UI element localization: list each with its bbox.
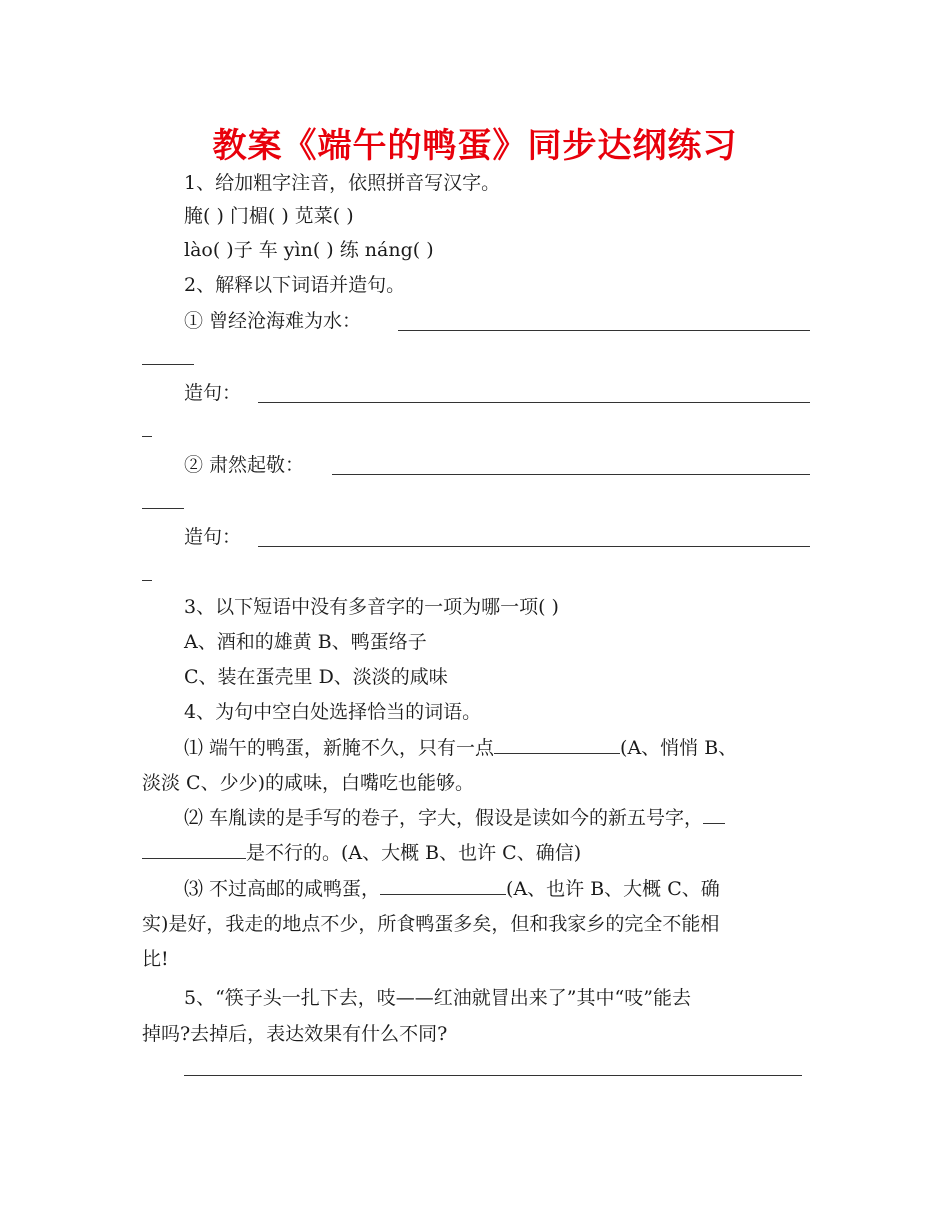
q4-s1-text-c: 淡淡 C、少少)的咸味，白嘴吃也能够。: [142, 772, 474, 794]
q4-s2-blank-end[interactable]: [142, 840, 246, 859]
q4-heading: 4、为句中空白处选择恰当的词语。: [184, 701, 482, 723]
q2-item1-answer-line-cont[interactable]: [142, 364, 194, 365]
q2-item2-label: ② 肃然起敬：: [184, 454, 305, 476]
q5-line2: 掉吗?去掉后，表达效果有什么不同?: [142, 1023, 448, 1045]
q2-item2-answer-line-cont[interactable]: [142, 508, 184, 509]
page-title: 教案《端午的鸭蛋》同步达纲练习: [212, 126, 738, 166]
q2-item2-sentence-line-cont[interactable]: [142, 580, 152, 581]
q4-s2-text-a: ⑵ 车胤读的是手写的卷子，字大，假设是读如今的新五号字，: [184, 807, 704, 829]
q4-s3-text-a: ⑶ 不过高邮的咸鸭蛋，: [184, 878, 381, 900]
q1-heading: 1、给加粗字注音，依照拼音写汉字。: [184, 172, 501, 194]
q2-item1-label: ① 曾经沧海难为水：: [184, 310, 362, 332]
q4-s2-blank-start[interactable]: [703, 805, 725, 824]
q2-item2-sentence-label: 造句：: [184, 526, 242, 548]
q2-heading: 2、解释以下词语并造句。: [184, 274, 406, 296]
q3-options-ab: A、酒和的雄黄 B、鸭蛋络子: [184, 631, 427, 653]
q1-hanzi-line: lào( )子 车 yìn( ) 练 náng( ): [184, 239, 434, 261]
q4-s3-text-b: (A、也许 B、大概 C、确: [506, 878, 720, 900]
q3-options-cd: C、装在蛋壳里 D、淡淡的咸味: [184, 666, 448, 688]
q1-pinyin-line: 腌( ) 门楣( ) 苋菜( ): [184, 205, 354, 227]
q2-item1-answer-line[interactable]: [398, 330, 810, 331]
q4-sentence1-line: [184, 735, 737, 761]
q4-s3-text-d: 比!: [142, 948, 169, 970]
q2-item1-sentence-label: 造句：: [184, 382, 242, 404]
q3-heading: 3、以下短语中没有多音字的一项为哪一项( ): [184, 596, 559, 618]
q4-s3-text-c: 实)是好，我走的地点不少，所食鸭蛋多矣，但和我家乡的完全不能相: [142, 913, 720, 935]
q2-item1-sentence-line[interactable]: [258, 402, 810, 403]
q2-item2-sentence-line[interactable]: [258, 546, 810, 547]
q5-answer-line[interactable]: [184, 1075, 802, 1076]
q4-s1-text-b: (A、悄悄 B、: [620, 737, 738, 759]
q4-s2-text-b: 是不行的。(A、大概 B、也许 C、确信): [246, 842, 582, 864]
q4-s3-blank[interactable]: [380, 876, 506, 895]
q4-s1-text-a: ⑴ 端午的鸭蛋，新腌不久，只有一点: [184, 737, 495, 759]
q4-sentence2-line: [184, 805, 725, 831]
q5-line1: 5、“筷子头一扎下去，吱——红油就冒出来了”其中“吱”能去: [184, 987, 691, 1009]
q2-item1-sentence-line-cont[interactable]: [142, 436, 152, 437]
q4-s1-blank[interactable]: [494, 735, 620, 754]
q4-sentence2-cont: [142, 840, 581, 866]
q2-item2-answer-line[interactable]: [332, 474, 810, 475]
q4-sentence3-line: [184, 876, 720, 902]
